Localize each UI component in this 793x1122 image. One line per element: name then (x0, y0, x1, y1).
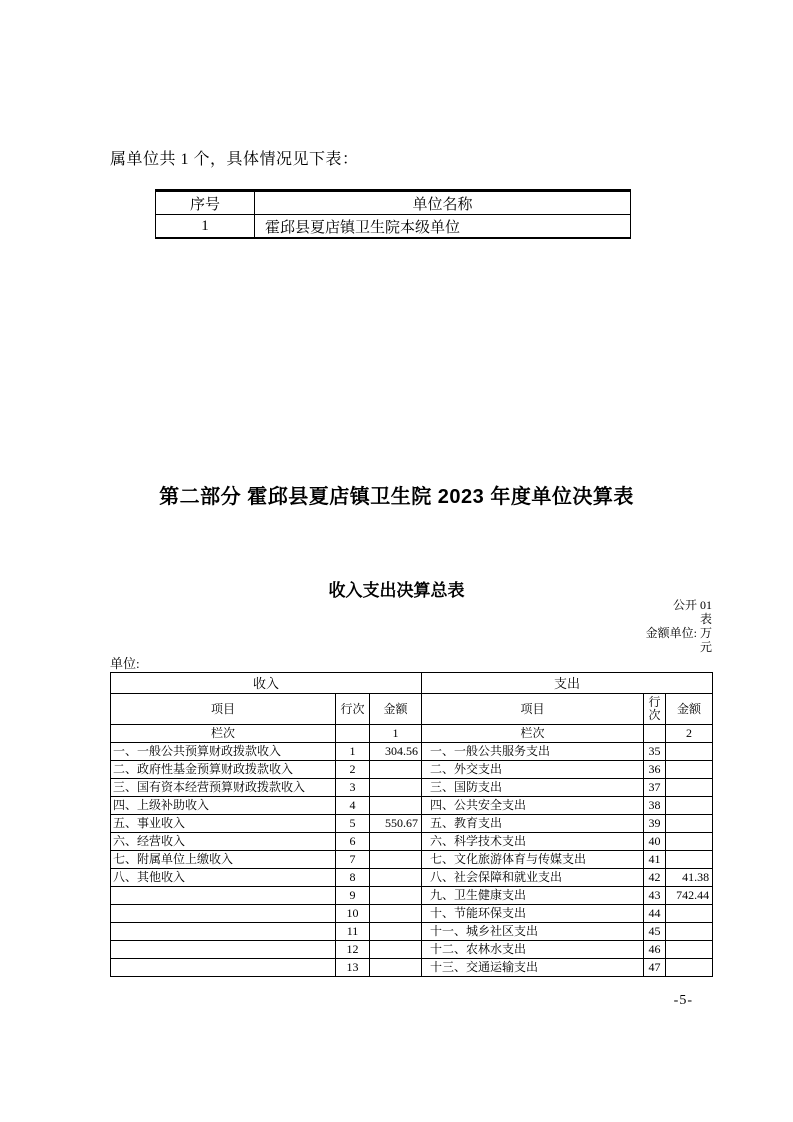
expense-line-cell: 38 (644, 797, 666, 815)
summary-table-row (111, 833, 713, 851)
amount-unit-line2: 元 (699, 640, 712, 654)
income-item-cell: 六、经营收入 (111, 833, 336, 851)
amount-unit-line1: 金额单位: 万 (645, 626, 712, 640)
expense-amount-cell (666, 779, 713, 797)
income-line-cell: 12 (336, 941, 370, 959)
income-line-cell: 13 (336, 959, 370, 977)
income-item-cell (111, 959, 336, 977)
income-amount-header: 金额 (370, 694, 422, 725)
income-item-cell: 四、上级补助收入 (111, 797, 336, 815)
unit-name-header: 单位名称 (255, 191, 631, 215)
income-amount-cell (370, 905, 422, 923)
income-amount-cell (370, 923, 422, 941)
expense-line-cell: 39 (644, 815, 666, 833)
summary-table-row (111, 887, 713, 905)
income-line-header: 行次 (336, 694, 370, 725)
expense-col-number-cell: 2 (666, 725, 713, 743)
unit-table-row (156, 215, 631, 239)
income-amount-cell (370, 761, 422, 779)
expense-line-cell: 42 (644, 869, 666, 887)
lanci-row (111, 725, 713, 743)
doc-code-line2: 表 (699, 612, 712, 626)
doc-code-line1: 公开 01 (672, 598, 712, 612)
expense-line-cell: 36 (644, 761, 666, 779)
expense-item-cell: 十二、农林水支出 (422, 941, 644, 959)
expense-amount-cell (666, 851, 713, 869)
expense-line-cell: 47 (644, 959, 666, 977)
income-item-cell (111, 923, 336, 941)
expense-line-cell: 45 (644, 923, 666, 941)
income-amount-cell (370, 833, 422, 851)
expense-line-cell: 35 (644, 743, 666, 761)
expense-item-cell: 一、一般公共服务支出 (422, 743, 644, 761)
unit-seq-header: 序号 (156, 191, 255, 215)
expense-line-cell: 41 (644, 851, 666, 869)
income-amount-cell: 550.67 (370, 815, 422, 833)
table-title: 收入支出决算总表 (328, 581, 465, 600)
income-line-cell: 5 (336, 815, 370, 833)
expense-amount-cell: 41.38 (666, 869, 713, 887)
expense-amount-header: 金额 (666, 694, 713, 725)
income-item-cell: 七、附属单位上缴收入 (111, 851, 336, 869)
income-lanci-cell: 栏次 (111, 725, 336, 743)
expense-amount-cell (666, 959, 713, 977)
expense-amount-cell (666, 743, 713, 761)
summary-table-row (111, 869, 713, 887)
income-item-cell: 二、政府性基金预算财政拨款收入 (111, 761, 336, 779)
subordinate-units-table (155, 189, 631, 239)
table-meta (110, 598, 712, 654)
page-number: -5- (673, 993, 693, 1008)
income-lanci-line-cell (336, 725, 370, 743)
income-item-cell (111, 941, 336, 959)
income-amount-cell: 304.56 (370, 743, 422, 761)
column-header-row (111, 694, 713, 725)
income-line-cell: 8 (336, 869, 370, 887)
expense-item-cell: 十三、交通运输支出 (422, 959, 644, 977)
intro-text: 属单位共 1 个，具体情况见下表： (110, 151, 359, 168)
income-line-cell: 7 (336, 851, 370, 869)
summary-table-row (111, 851, 713, 869)
expense-line-cell: 44 (644, 905, 666, 923)
income-line-cell: 3 (336, 779, 370, 797)
unit-table-header-row (156, 191, 631, 215)
income-item-cell: 一、一般公共预算财政拨款收入 (111, 743, 336, 761)
unit-seq-cell: 1 (156, 215, 255, 239)
income-item-cell (111, 887, 336, 905)
summary-table-row (111, 959, 713, 977)
expense-line-header: 行次 (644, 694, 666, 725)
section-header-row (111, 673, 713, 694)
expense-item-cell: 六、科学技术支出 (422, 833, 644, 851)
expense-line-cell: 43 (644, 887, 666, 905)
summary-table-row (111, 761, 713, 779)
income-section-header: 收入 (111, 673, 422, 694)
expense-line-cell: 37 (644, 779, 666, 797)
income-item-cell: 八、其他收入 (111, 869, 336, 887)
summary-table-row (111, 743, 713, 761)
summary-table-row (111, 815, 713, 833)
expense-item-cell: 五、教育支出 (422, 815, 644, 833)
income-amount-cell (370, 851, 422, 869)
expense-amount-cell (666, 797, 713, 815)
expense-line-cell: 40 (644, 833, 666, 851)
income-line-cell: 1 (336, 743, 370, 761)
expense-item-cell: 四、公共安全支出 (422, 797, 644, 815)
expense-item-cell: 十一、城乡社区支出 (422, 923, 644, 941)
income-line-cell: 10 (336, 905, 370, 923)
expense-amount-cell (666, 905, 713, 923)
expense-amount-cell (666, 833, 713, 851)
expense-item-cell: 七、文化旅游体育与传媒支出 (422, 851, 644, 869)
income-amount-cell (370, 797, 422, 815)
expense-item-cell: 三、国防支出 (422, 779, 644, 797)
expense-item-cell: 八、社会保障和就业支出 (422, 869, 644, 887)
unit-label: 单位: (110, 656, 140, 671)
income-item-cell (111, 905, 336, 923)
summary-table-row (111, 941, 713, 959)
income-line-cell: 4 (336, 797, 370, 815)
income-amount-cell (370, 941, 422, 959)
expense-item-header: 项目 (422, 694, 644, 725)
expense-section-header: 支出 (422, 673, 713, 694)
income-item-header: 项目 (111, 694, 336, 725)
income-amount-cell (370, 887, 422, 905)
income-col-number-cell: 1 (370, 725, 422, 743)
summary-table-row (111, 779, 713, 797)
expense-amount-cell (666, 923, 713, 941)
expense-amount-cell (666, 761, 713, 779)
income-item-cell: 五、事业收入 (111, 815, 336, 833)
expense-lanci-cell: 栏次 (422, 725, 644, 743)
expense-lanci-line-cell (644, 725, 666, 743)
income-line-cell: 2 (336, 761, 370, 779)
expense-amount-cell (666, 815, 713, 833)
income-amount-cell (370, 779, 422, 797)
summary-table-row (111, 905, 713, 923)
expense-item-cell: 十、节能环保支出 (422, 905, 644, 923)
income-amount-cell (370, 869, 422, 887)
income-amount-cell (370, 959, 422, 977)
summary-table-row (111, 923, 713, 941)
expense-amount-cell: 742.44 (666, 887, 713, 905)
expense-item-cell: 二、外交支出 (422, 761, 644, 779)
income-line-cell: 6 (336, 833, 370, 851)
expense-item-cell: 九、卫生健康支出 (422, 887, 644, 905)
income-expense-summary-table (110, 672, 713, 977)
unit-name-cell: 霍邱县夏店镇卫生院本级单位 (255, 215, 631, 239)
section-title: 第二部分 霍邱县夏店镇卫生院 2023 年度单位决算表 (159, 486, 634, 508)
income-line-cell: 9 (336, 887, 370, 905)
income-line-cell: 11 (336, 923, 370, 941)
income-item-cell: 三、国有资本经营预算财政拨款收入 (111, 779, 336, 797)
summary-table-row (111, 797, 713, 815)
expense-line-cell: 46 (644, 941, 666, 959)
expense-amount-cell (666, 941, 713, 959)
